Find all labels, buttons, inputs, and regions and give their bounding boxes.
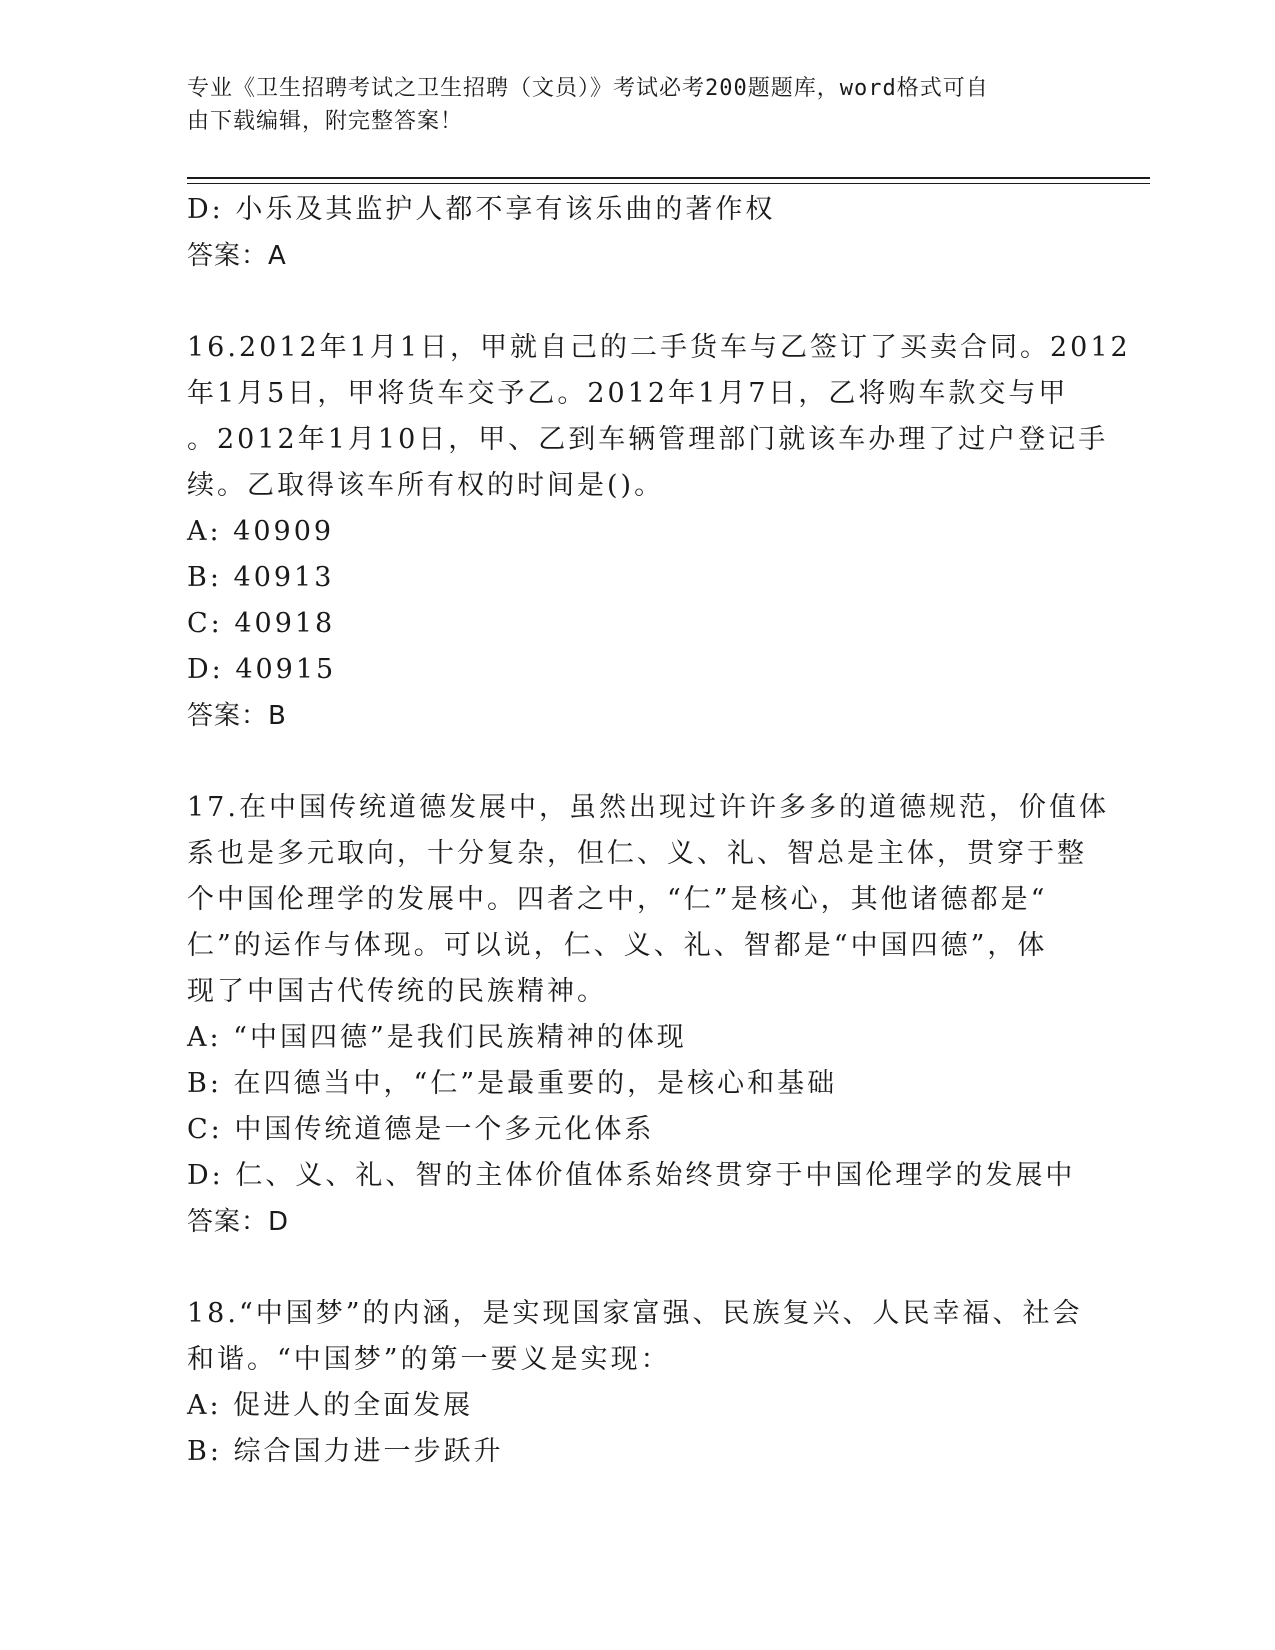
document-body	[187, 187, 1131, 1475]
question-17-option-d: D: 仁、义、礼、智的主体价值体系始终贯穿于中国伦理学的发展中	[187, 1160, 1076, 1191]
question-17-text	[187, 785, 1109, 1015]
question-16-answer: 答案：B	[187, 701, 287, 731]
question-17-option-a: A: “中国四德”是我们民族精神的体现	[187, 1022, 687, 1053]
question-17-answer: 答案：D	[187, 1207, 290, 1237]
prev-answer: 答案：A	[187, 241, 287, 271]
question-16-option-d: D: 40915	[187, 654, 337, 685]
header-rule-thick	[187, 177, 1150, 179]
header-rule-thin	[187, 183, 1150, 184]
question-18-line: 18.“中国梦”的内涵，是实现国家富强、民族复兴、人民幸福、社会	[187, 1298, 1083, 1329]
question-16-text	[187, 325, 1131, 509]
question-16-option-c: C: 40918	[187, 608, 336, 639]
page-header	[187, 72, 1087, 138]
question-17-line: 系也是多元取向，十分复杂，但仁、义、礼、智总是主体，贯穿于整	[187, 838, 1087, 869]
question-16-line: 年1月5日，甲将货车交予乙。2012年1月7日，乙将购车款交与甲	[187, 378, 1069, 409]
prev-option-d: D: 小乐及其监护人都不享有该乐曲的著作权	[187, 194, 776, 225]
question-17-line: 个中国伦理学的发展中。四者之中，“仁”是核心，其他诸德都是“	[187, 884, 1048, 915]
question-17-option-b: B: 在四德当中，“仁”是最重要的，是核心和基础	[187, 1068, 838, 1099]
question-16-line: 续。乙取得该车所有权的时间是()。	[187, 470, 665, 501]
spacer	[187, 1245, 1087, 1291]
question-16-line: 。2012年1月10日，甲、乙到车辆管理部门就该车办理了过户登记手	[187, 424, 1109, 455]
header-line-2: 由下载编辑，附完整答案！	[187, 109, 464, 134]
question-17-line: 现了中国古代传统的民族精神。	[187, 976, 607, 1007]
question-17-line: 17.在中国传统道德发展中，虽然出现过许许多多的道德规范，价值体	[187, 792, 1109, 823]
question-18-line: 和谐。“中国梦”的第一要义是实现：	[187, 1344, 671, 1375]
question-16-line: 16.2012年1月1日，甲就自己的二手货车与乙签订了买卖合同。2012	[187, 332, 1131, 363]
spacer	[187, 739, 1087, 785]
question-16-option-a: A: 40909	[187, 516, 335, 547]
question-16-option-b: B: 40913	[187, 562, 335, 593]
header-line-1: 专业《卫生招聘考试之卫生招聘（文员）》考试必考200题题库，word格式可自	[187, 76, 989, 101]
question-17-option-c: C: 中国传统道德是一个多元化体系	[187, 1114, 655, 1145]
spacer	[187, 279, 1087, 325]
question-18-text	[187, 1291, 1087, 1383]
question-18-option-b: B: 综合国力进一步跃升	[187, 1436, 504, 1467]
question-17-line: 仁”的运作与体现。可以说，仁、义、礼、智都是“中国四德”，体	[187, 930, 1048, 961]
question-18-option-a: A: 促进人的全面发展	[187, 1390, 474, 1421]
